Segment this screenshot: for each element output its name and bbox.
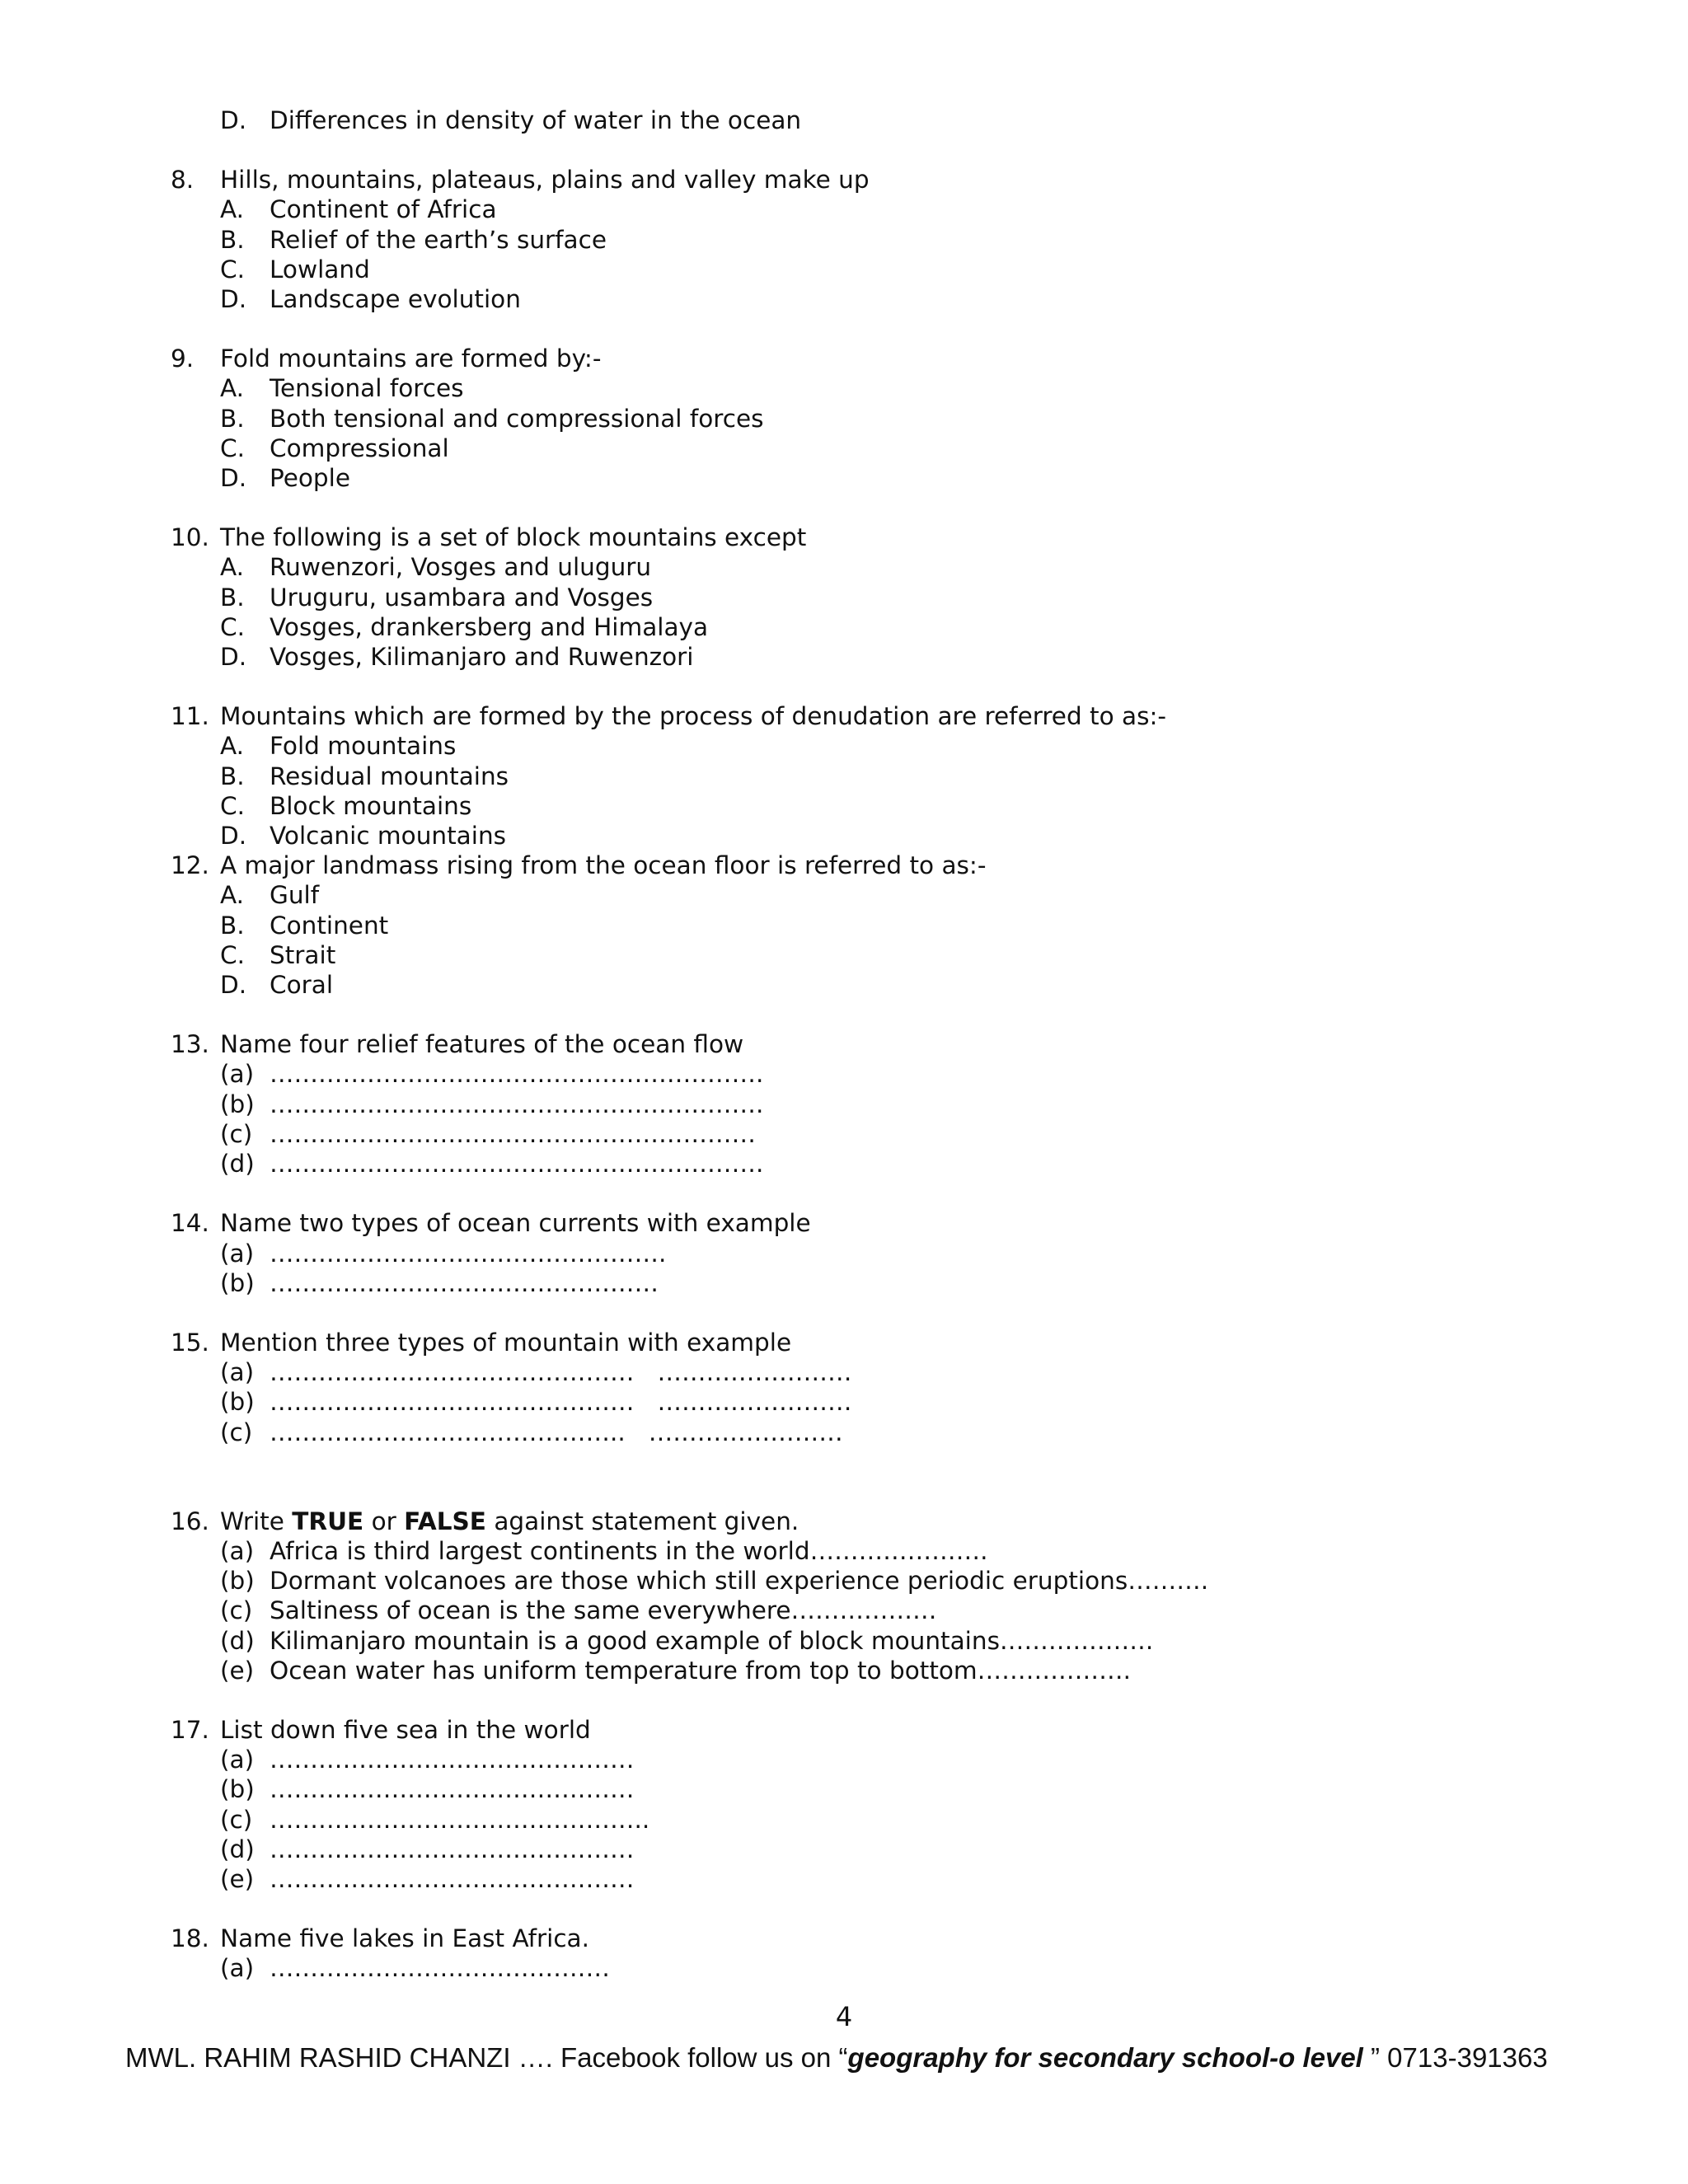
question-number: 11. bbox=[171, 702, 209, 731]
statement-label: (e) bbox=[220, 1656, 255, 1685]
option-d bbox=[171, 284, 1572, 314]
question-number: 17. bbox=[171, 1715, 209, 1744]
answer-blank bbox=[171, 1745, 1572, 1774]
footer-text-end: ” 0713-391363 bbox=[1362, 2042, 1548, 2073]
answer-blank bbox=[171, 1774, 1572, 1804]
answer-blank bbox=[171, 1864, 1572, 1894]
option-text: Uruguru, usambara and Vosges bbox=[270, 583, 654, 612]
answer-blank bbox=[171, 1090, 1572, 1119]
example-blank-dots: …………………… bbox=[648, 1418, 843, 1446]
option-text: Vosges, drankersberg and Himalaya bbox=[270, 612, 709, 641]
question-text-end: against statement given. bbox=[485, 1507, 799, 1535]
footer-text-start: MWL. RAHIM RASHID CHANZI …. Facebook follow us on “ bbox=[125, 2042, 848, 2073]
question-number: 16. bbox=[171, 1507, 209, 1535]
question-10 bbox=[171, 523, 1572, 672]
option-label: A. bbox=[220, 553, 245, 582]
statement bbox=[171, 1656, 1572, 1685]
blank-label: (a) bbox=[220, 1358, 255, 1387]
false-keyword: FALSE bbox=[404, 1507, 486, 1535]
option-text: Continent bbox=[270, 911, 389, 940]
option-b bbox=[171, 762, 1572, 791]
question-text: A major landmass rising from the ocean floor is referred to as:- bbox=[220, 851, 987, 880]
answer-blank bbox=[171, 1835, 1572, 1864]
option-b bbox=[171, 583, 1572, 612]
statement-text: Kilimanjaro mountain is a good example of block mountains………………. bbox=[270, 1626, 1154, 1655]
blank-label: (e) bbox=[220, 1864, 255, 1893]
option-label: C. bbox=[220, 255, 245, 284]
blank-label: (c) bbox=[220, 1805, 253, 1834]
option-label: D. bbox=[220, 106, 247, 134]
statement bbox=[171, 1596, 1572, 1625]
option-text: Compressional bbox=[270, 434, 449, 462]
question-text: Mountains which are formed by the process of denudation are referred to as:- bbox=[220, 702, 1167, 731]
option-label: B. bbox=[220, 911, 245, 940]
option-label: A. bbox=[220, 881, 245, 910]
blank-label: (a) bbox=[220, 1954, 255, 1983]
option-text: Coral bbox=[270, 971, 334, 1000]
option-c bbox=[171, 791, 1572, 821]
blank-label: (b) bbox=[220, 1090, 255, 1118]
question-7-continuation bbox=[171, 105, 1572, 135]
page-number: 4 bbox=[835, 2001, 853, 2032]
blank-dots: ……………………………………….. bbox=[270, 1805, 650, 1834]
option-text: People bbox=[270, 464, 351, 493]
question-11 bbox=[171, 701, 1572, 851]
blank-dots: ……………………………………… bbox=[270, 1388, 635, 1417]
option-label: D. bbox=[220, 643, 247, 672]
blank-dots: ……………………………………………………. bbox=[270, 1150, 764, 1179]
question-9 bbox=[171, 344, 1572, 493]
page-footer bbox=[125, 2042, 1548, 2074]
blank-label: (a) bbox=[220, 1060, 255, 1089]
question-17 bbox=[171, 1715, 1572, 1894]
answer-blank bbox=[171, 1387, 1572, 1417]
option-text: Relief of the earth’s surface bbox=[270, 225, 607, 254]
blank-label: (b) bbox=[220, 1268, 255, 1297]
example-blank-dots: …………………… bbox=[657, 1358, 852, 1387]
question-sheet bbox=[171, 105, 1572, 1984]
question-14 bbox=[171, 1208, 1572, 1298]
answer-blank bbox=[171, 1149, 1572, 1179]
question-text: List down five sea in the world bbox=[220, 1715, 591, 1744]
question-number: 10. bbox=[171, 523, 209, 552]
answer-blank bbox=[171, 1418, 1572, 1447]
question-text: Fold mountains are formed by:- bbox=[220, 344, 602, 373]
option-text: Both tensional and compressional forces bbox=[270, 404, 764, 433]
answer-blank bbox=[171, 1239, 1572, 1268]
answer-blank bbox=[171, 1357, 1572, 1387]
option-text: Lowland bbox=[270, 255, 370, 284]
statement-text: Dormant volcanoes are those which still experience periodic eruptions………. bbox=[270, 1567, 1209, 1596]
question-15 bbox=[171, 1328, 1572, 1447]
footer-emphasis: geography for secondary school-o level bbox=[847, 2042, 1363, 2073]
statement-label: (d) bbox=[220, 1626, 255, 1655]
blank-dots: …………………………………… bbox=[270, 1954, 610, 1983]
question-text bbox=[220, 1507, 799, 1536]
question-number: 18. bbox=[171, 1924, 209, 1953]
answer-blank bbox=[171, 1119, 1572, 1149]
option-text: Vosges, Kilimanjaro and Ruwenzori bbox=[270, 643, 694, 672]
statement-text: Ocean water has uniform temperature from top to bottom………………. bbox=[270, 1656, 1132, 1685]
option-b bbox=[171, 404, 1572, 434]
example-blank-dots: …………………… bbox=[657, 1388, 852, 1417]
blank-label: (a) bbox=[220, 1239, 255, 1268]
option-a bbox=[171, 731, 1572, 761]
option-text: Differences in density of water in the ocean bbox=[270, 106, 802, 134]
question-8 bbox=[171, 165, 1572, 314]
blank-label: (d) bbox=[220, 1150, 255, 1179]
question-16 bbox=[171, 1507, 1572, 1685]
blank-dots: ……………………………………… bbox=[270, 1358, 635, 1387]
answer-blank bbox=[171, 1059, 1572, 1089]
statement-text: Saltiness of ocean is the same everywhere……………… bbox=[270, 1596, 937, 1625]
option-text: Volcanic mountains bbox=[270, 822, 507, 851]
question-13 bbox=[171, 1029, 1572, 1179]
option-a bbox=[171, 373, 1572, 403]
answer-blank bbox=[171, 1953, 1572, 1983]
true-keyword: TRUE bbox=[292, 1507, 364, 1535]
option-label: D. bbox=[220, 971, 247, 1000]
question-number: 15. bbox=[171, 1328, 209, 1357]
blank-label: (b) bbox=[220, 1388, 255, 1417]
answer-blank bbox=[171, 1268, 1572, 1298]
statement-label: (c) bbox=[220, 1596, 253, 1625]
question-text: Mention three types of mountain with example bbox=[220, 1328, 792, 1357]
blank-dots: ……………………………………… bbox=[270, 1835, 635, 1863]
option-text: Landscape evolution bbox=[270, 285, 521, 314]
question-text: Name five lakes in East Africa. bbox=[220, 1924, 589, 1953]
blank-dots: ……………………………………………………. bbox=[270, 1090, 764, 1118]
question-number: 12. bbox=[171, 851, 209, 880]
option-b bbox=[171, 225, 1572, 255]
statement-text: Africa is third largest continents in the world…………………. bbox=[270, 1536, 988, 1565]
blank-label: (a) bbox=[220, 1746, 255, 1774]
question-text: The following is a set of block mountains except bbox=[220, 523, 807, 552]
answer-blank bbox=[171, 1805, 1572, 1835]
option-text: Gulf bbox=[270, 881, 320, 910]
option-label: A. bbox=[220, 732, 245, 761]
blank-dots: …………………………………………. bbox=[270, 1239, 667, 1268]
question-text-middle: or bbox=[363, 1507, 405, 1535]
option-label: B. bbox=[220, 225, 245, 254]
option-label: C. bbox=[220, 612, 245, 641]
blank-dots: ……………………………………… bbox=[270, 1746, 635, 1774]
blank-label: (c) bbox=[220, 1418, 253, 1446]
option-d bbox=[171, 642, 1572, 672]
question-text: Hills, mountains, plateaus, plains and valley make up bbox=[220, 166, 870, 194]
blank-dots: …………………………………………………… bbox=[270, 1119, 756, 1148]
option-label: B. bbox=[220, 762, 245, 790]
option-text: Continent of Africa bbox=[270, 195, 497, 224]
statement bbox=[171, 1536, 1572, 1566]
question-number: 13. bbox=[171, 1030, 209, 1059]
option-d bbox=[171, 105, 1572, 135]
blank-dots: ……………………………………………………. bbox=[270, 1060, 764, 1089]
statement bbox=[171, 1566, 1572, 1596]
option-a bbox=[171, 194, 1572, 224]
statement-label: (a) bbox=[220, 1536, 255, 1565]
statement bbox=[171, 1626, 1572, 1656]
option-label: C. bbox=[220, 791, 245, 820]
option-text: Strait bbox=[270, 940, 336, 969]
option-c bbox=[171, 255, 1572, 284]
option-label: D. bbox=[220, 464, 247, 493]
question-12 bbox=[171, 851, 1572, 1000]
option-label: D. bbox=[220, 822, 247, 851]
option-text: Block mountains bbox=[270, 791, 472, 820]
option-text: Fold mountains bbox=[270, 732, 457, 761]
option-text: Tensional forces bbox=[270, 374, 464, 403]
option-label: A. bbox=[220, 195, 245, 224]
option-a bbox=[171, 552, 1572, 582]
question-text: Name two types of ocean currents with example bbox=[220, 1209, 811, 1238]
blank-label: (c) bbox=[220, 1119, 253, 1148]
option-a bbox=[171, 880, 1572, 910]
option-label: B. bbox=[220, 404, 245, 433]
option-label: D. bbox=[220, 285, 247, 314]
option-label: B. bbox=[220, 583, 245, 612]
blank-dots: ………………………………………… bbox=[270, 1268, 659, 1297]
option-b bbox=[171, 911, 1572, 940]
option-label: A. bbox=[220, 374, 245, 403]
option-c bbox=[171, 940, 1572, 970]
blank-dots: ……………………………………… bbox=[270, 1775, 635, 1804]
blank-dots: …………………………………….. bbox=[270, 1418, 626, 1446]
option-c bbox=[171, 434, 1572, 463]
option-c bbox=[171, 612, 1572, 642]
blank-label: (d) bbox=[220, 1835, 255, 1863]
option-text: Ruwenzori, Vosges and uluguru bbox=[270, 553, 652, 582]
blank-label: (b) bbox=[220, 1775, 255, 1804]
option-d bbox=[171, 821, 1572, 851]
question-18 bbox=[171, 1924, 1572, 1983]
option-d bbox=[171, 463, 1572, 493]
question-text: Name four relief features of the ocean flow bbox=[220, 1030, 744, 1059]
option-label: C. bbox=[220, 940, 245, 969]
option-label: C. bbox=[220, 434, 245, 462]
question-text-start: Write bbox=[220, 1507, 293, 1535]
question-number: 8. bbox=[171, 166, 195, 194]
statement-label: (b) bbox=[220, 1567, 255, 1596]
option-d bbox=[171, 970, 1572, 1000]
question-number: 14. bbox=[171, 1209, 209, 1238]
option-text: Residual mountains bbox=[270, 762, 509, 790]
blank-dots: ……………………………………… bbox=[270, 1864, 635, 1893]
question-number: 9. bbox=[171, 344, 195, 373]
